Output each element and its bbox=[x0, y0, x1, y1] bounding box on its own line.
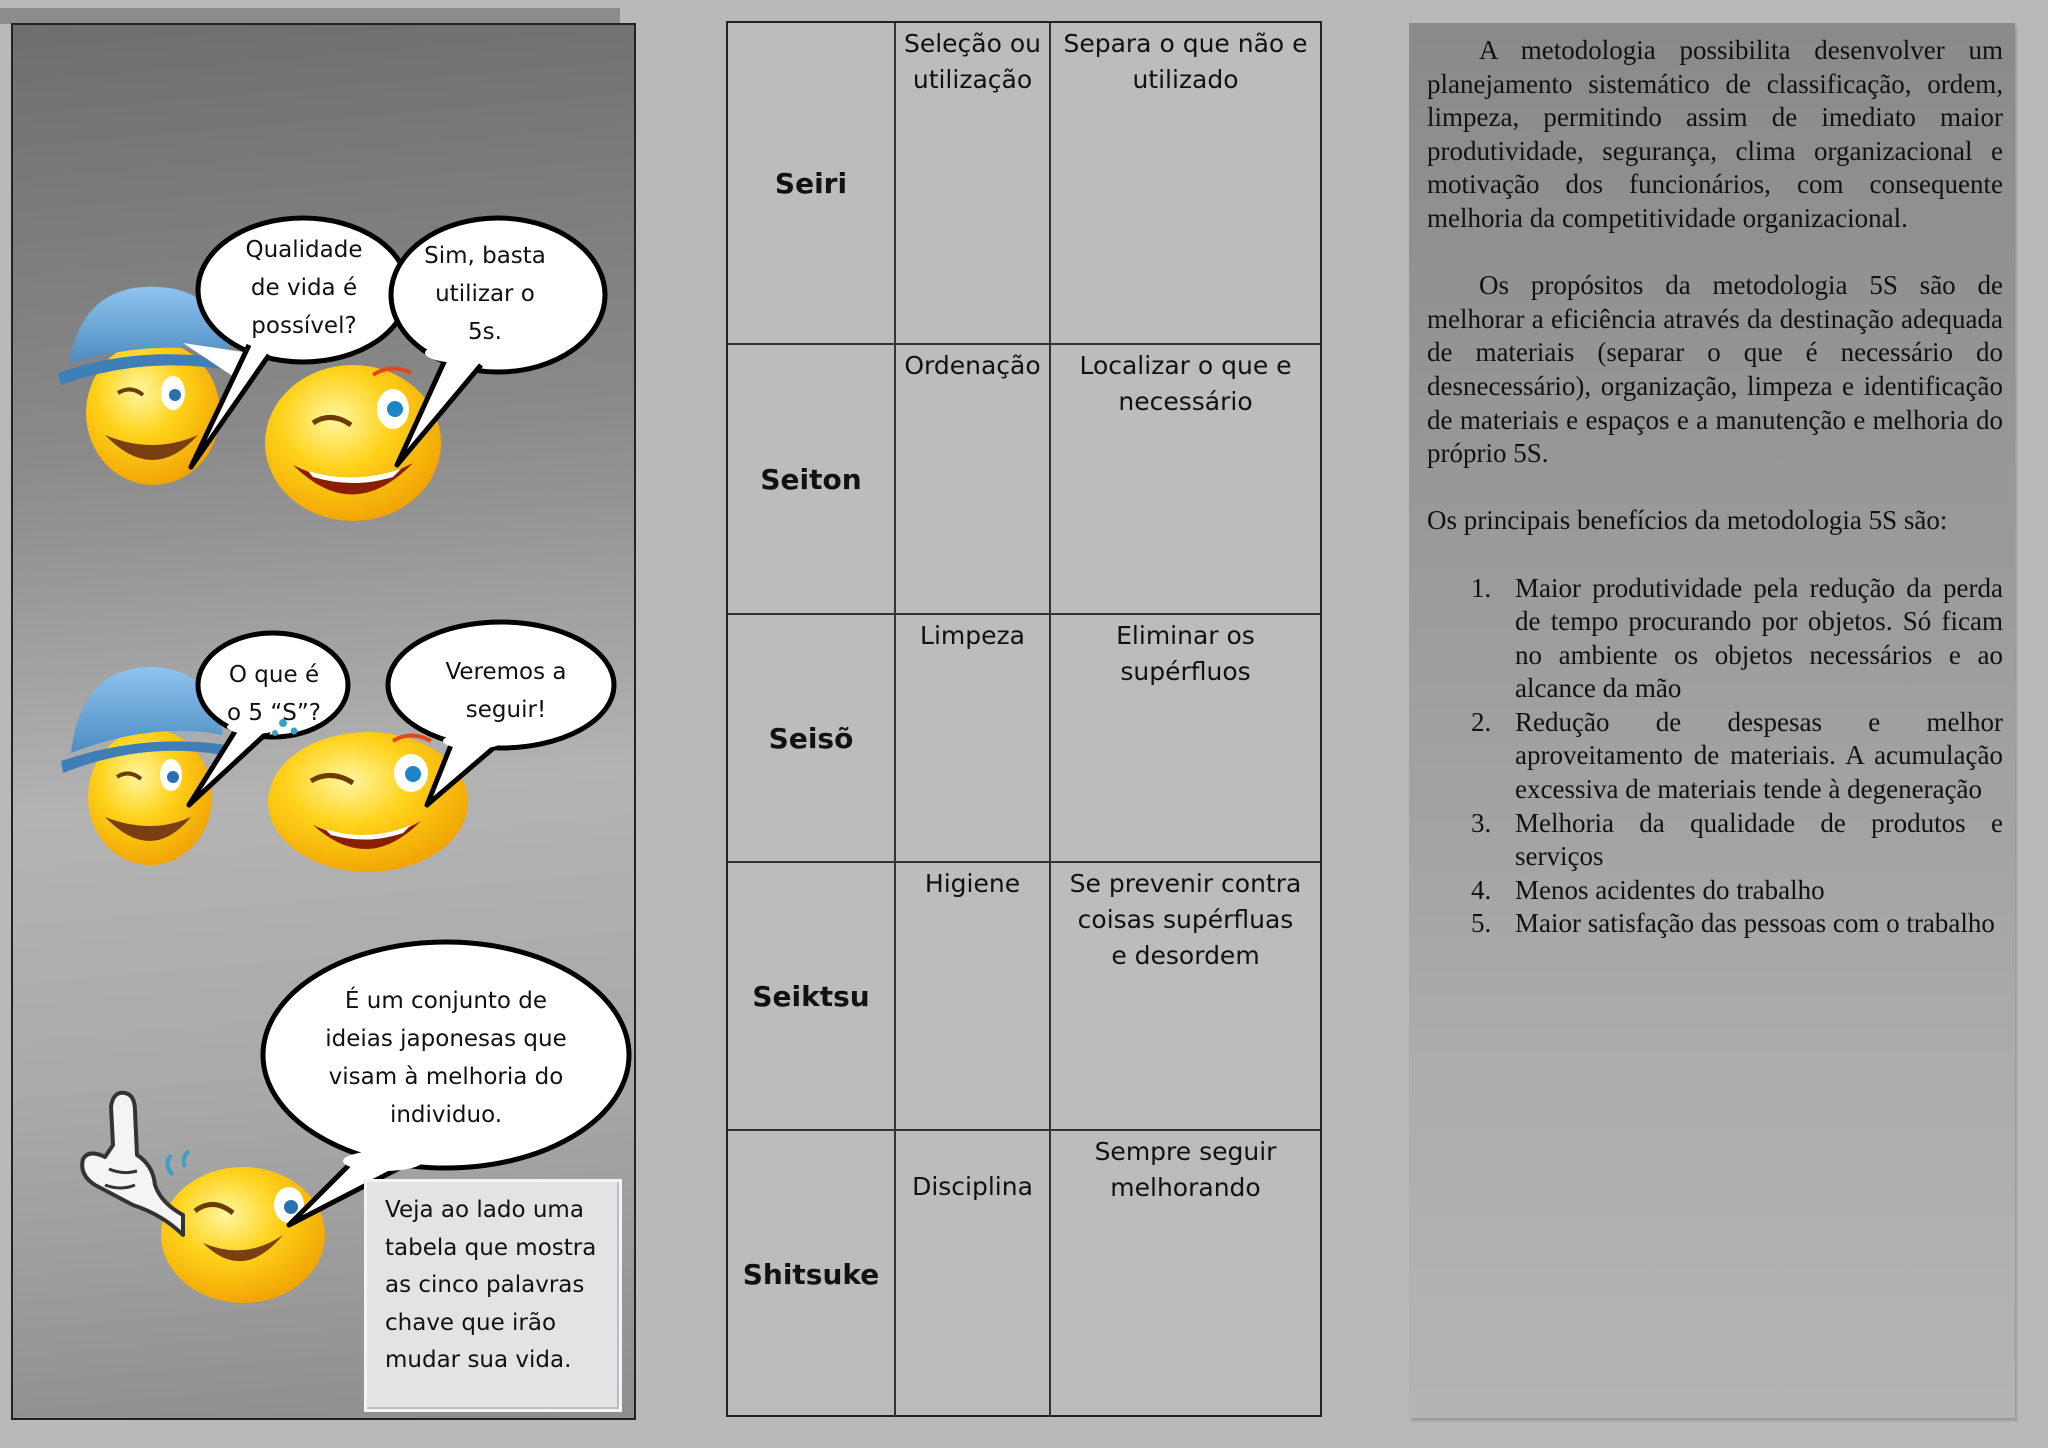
note-text: Veja ao lado uma tabela que mostra as cinco palavras chave que irão mudar sua vida. bbox=[385, 1197, 597, 1373]
term-name: Seiri bbox=[774, 166, 848, 200]
comic-panel bbox=[11, 23, 636, 1420]
table-row bbox=[728, 1129, 1320, 1417]
winking-smiley-2 bbox=[268, 732, 468, 872]
table-row bbox=[728, 861, 1320, 1129]
panel-text bbox=[1427, 34, 2003, 941]
list-item bbox=[1427, 572, 2003, 706]
list-item bbox=[1427, 807, 2003, 874]
list-item bbox=[1427, 706, 2003, 807]
bubble-text-5: É um conjunto de ideias japonesas que visam à melhoria do individuo. bbox=[325, 988, 567, 1128]
list-item-text: Maior satisfação das pessoas com o trabalho bbox=[1515, 908, 1995, 939]
list-number: 1. bbox=[1471, 572, 1492, 603]
term-description: Localizar o que e necessário bbox=[1079, 351, 1292, 416]
term-meaning: Limpeza bbox=[920, 621, 1025, 650]
text-panel bbox=[1409, 23, 2015, 1418]
note-box bbox=[364, 1179, 622, 1412]
list-number: 4. bbox=[1471, 874, 1492, 905]
list-number: 2. bbox=[1471, 706, 1492, 737]
panel-shadow bbox=[0, 8, 620, 24]
term-name: Seisõ bbox=[768, 721, 854, 755]
list-item-text: Melhoria da qualidade de produtos e serviços bbox=[1515, 807, 2003, 872]
term-description: Eliminar os supérfluos bbox=[1116, 621, 1255, 686]
table-row bbox=[728, 23, 1320, 343]
bubble-text-3: O que é o 5 “S”? bbox=[227, 662, 321, 726]
bubble-text-2: Sim, basta utilizar o 5s. bbox=[424, 243, 546, 345]
term-meaning: Disciplina bbox=[912, 1172, 1033, 1201]
term-meaning: Higiene bbox=[924, 869, 1021, 898]
list-number: 3. bbox=[1471, 807, 1492, 838]
five-s-table bbox=[726, 21, 1322, 1417]
term-name: Seiton bbox=[760, 462, 862, 496]
list-item-text: Maior produtividade pela redução da perda de tempo procurando por objetos. Só ficam no ambiente os objetos necessários e ao alcance da mão bbox=[1515, 572, 2003, 704]
term-name: Shitsuke bbox=[742, 1257, 880, 1291]
benefits-list bbox=[1427, 572, 2003, 942]
term-description: Se prevenir contra coisas supérfluas e desordem bbox=[1069, 869, 1302, 970]
paragraph-intro: A metodologia possibilita desenvolver um planejamento sistemático de classificação, ordem, limpeza, permitindo assim de imediato maior produtividade, segurança, clima organizacional e motivação dos funcionários, com consequente melhoria da competitividade organizacional. bbox=[1427, 35, 2003, 233]
term-name: Seiktsu bbox=[752, 979, 870, 1013]
pointing-smiley bbox=[161, 1151, 325, 1303]
list-item bbox=[1427, 907, 2003, 941]
list-item-text: Menos acidentes do trabalho bbox=[1515, 874, 1825, 905]
benefits-heading: Os principais benefícios da metodologia 5S são: bbox=[1427, 505, 1948, 536]
bubble-text-1: Qualidade de vida é possível? bbox=[245, 237, 363, 339]
term-description: Separa o que não e utilizado bbox=[1063, 29, 1308, 94]
list-item-text: Redução de despesas e melhor aproveitamento de materiais. A acumulação excessiva de materiais tende à degeneração bbox=[1515, 706, 2003, 805]
term-description: Sempre seguir melhorando bbox=[1094, 1137, 1277, 1202]
table-row bbox=[728, 613, 1320, 861]
bubble-text-4: Veremos a seguir! bbox=[445, 659, 567, 723]
table-row bbox=[728, 343, 1320, 613]
list-item bbox=[1427, 874, 2003, 908]
term-meaning: Seleção ou utilização bbox=[903, 29, 1042, 94]
list-number: 5. bbox=[1471, 908, 1492, 939]
term-meaning: Ordenação bbox=[904, 351, 1041, 380]
paragraph-purposes: Os propósitos da metodologia 5S são de melhorar a eficiência através da destinação adequada de materiais (separar o que é necessário do desnecessário), organização, limpeza e identificação de materiais e espaços e a manutenção e melhoria do próprio 5S. bbox=[1427, 270, 2003, 469]
